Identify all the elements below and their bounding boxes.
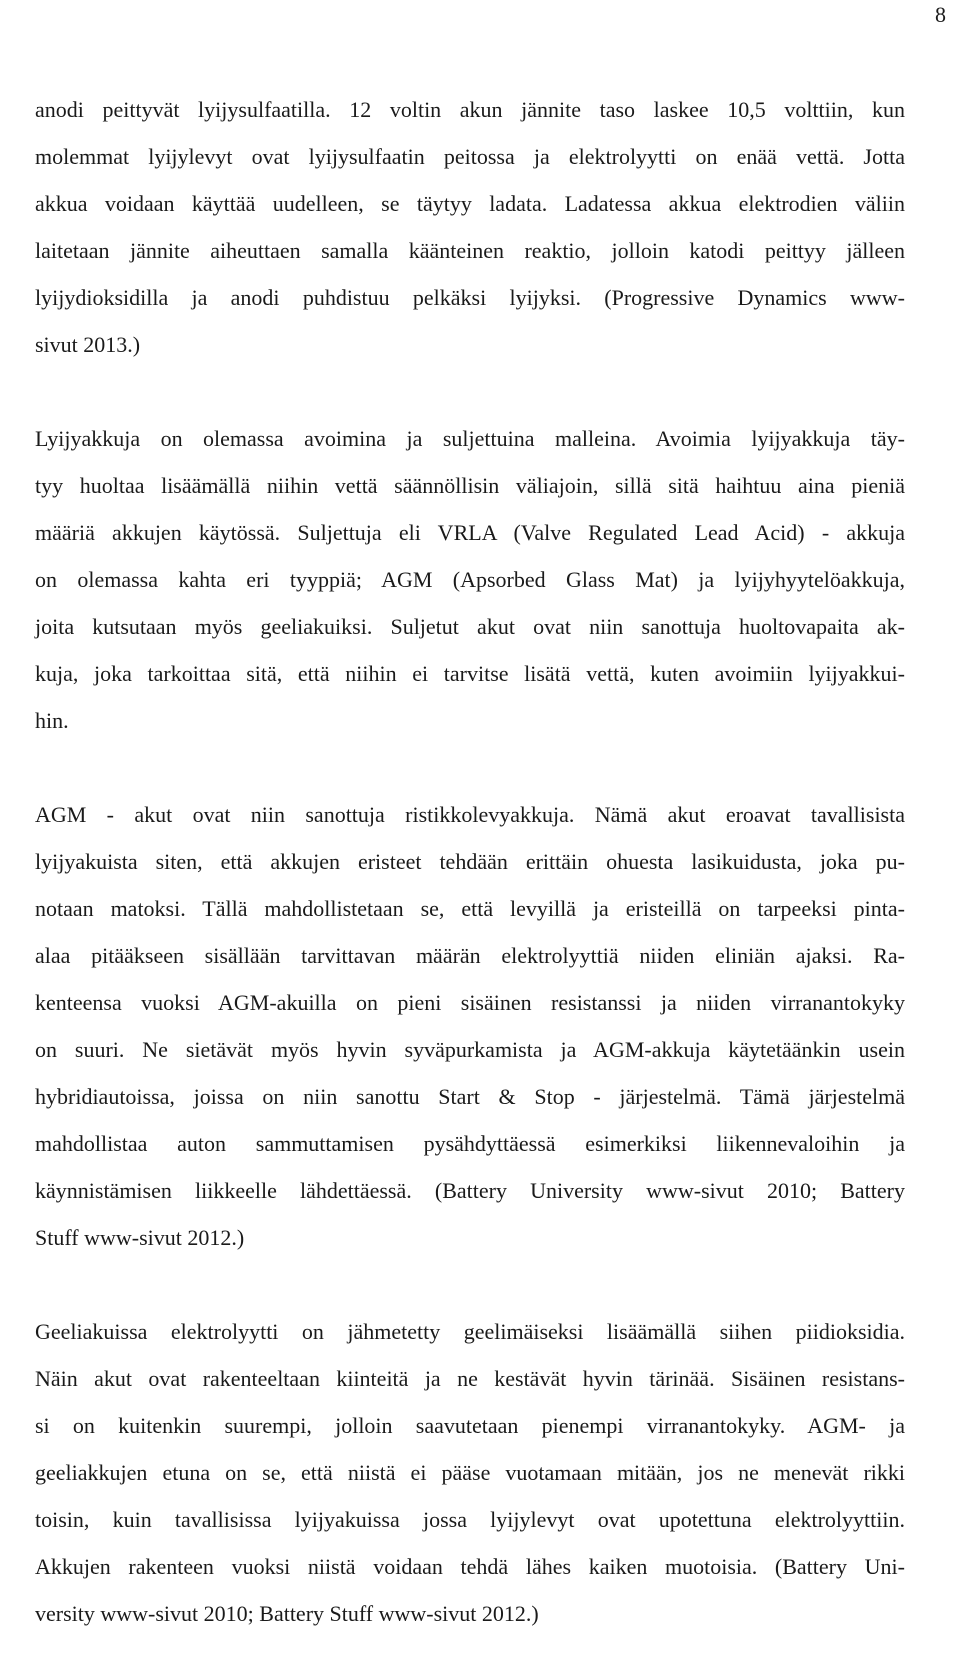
text-line: Lyijyakkuja on olemassa avoimina ja suljettuina malleina. Avoimia lyijyakkuja täy- [35,426,905,451]
text-line: on olemassa kahta eri tyyppiä; AGM (Apsorbed Glass Mat) ja lyijyhyytelöakkuja, [35,567,905,592]
text-line: AGM - akut ovat niin sanottuja ristikkolevyakkuja. Nämä akut eroavat tavallisista [35,802,905,827]
text-line: anodi peittyvät lyijysulfaatilla. 12 voltin akun jännite taso laskee 10,5 volttiin, kun [35,97,905,122]
paragraph-agm-batteries [35,791,905,1261]
paragraph-lead-acid-charging [35,86,905,368]
text-line: molemmat lyijylevyt ovat lyijysulfaatin peitossa ja elektrolyytti on enää vettä. Jotta [35,144,905,169]
text-line: on suuri. Ne sietävät myös hyvin syväpurkamista ja AGM-akkuja käytetäänkin usein [35,1037,905,1062]
page-number: 8 [935,2,946,27]
text-line: Stuff www-sivut 2012.) [35,1225,245,1250]
text-line: kenteensa vuoksi AGM-akuilla on pieni sisäinen resistanssi ja niiden virranantokyky [35,990,905,1015]
text-line: joita kutsutaan myös geeliakuiksi. Suljetut akut ovat niin sanottuja huoltovapaita ak- [35,614,905,639]
text-line: hybridiautoissa, joissa on niin sanottu Start & Stop - järjestelmä. Tämä järjestelmä [35,1084,905,1109]
document-body [35,86,905,1637]
text-line: tyy huoltaa lisäämällä niihin vettä säännöllisin väliajoin, sillä sitä haihtuu aina pieniä [35,473,905,498]
text-line: kuja, joka tarkoittaa sitä, että niihin ei tarvitse lisätä vettä, kuten avoimiin lyijyakkui- [35,661,905,686]
text-line: lyijydioksidilla ja anodi puhdistuu pelkäksi lyijyksi. (Progressive Dynamics www- [35,285,905,310]
text-line: Näin akut ovat rakenteeltaan kiinteitä ja ne kestävät hyvin tärinää. Sisäinen resistans- [35,1366,905,1391]
text-line: laitetaan jännite aiheuttaen samalla käänteinen reaktio, jolloin katodi peittyy jälleen [35,238,905,263]
text-line: mahdollistaa auton sammuttamisen pysähdyttäessä esimerkiksi liikennevaloihin ja [35,1131,905,1156]
text-line: käynnistämisen liikkeelle lähdettäessä. (Battery University www-sivut 2010; Battery [35,1178,905,1203]
text-line: Geeliakuissa elektrolyytti on jähmetetty geelimäiseksi lisäämällä siihen piidioksidia. [35,1319,905,1344]
text-line: notaan matoksi. Tällä mahdollistetaan se, että levyillä ja eristeillä on tarpeeksi pinta- [35,896,905,921]
text-line: alaa pitääkseen sisällään tarvittavan määrän elektrolyyttiä niiden eliniän ajaksi. Ra- [35,943,905,968]
paragraph-gel-batteries [35,1308,905,1637]
text-line: sivut 2013.) [35,332,141,357]
text-line: lyijyakuista siten, että akkujen eristeet tehdään erittäin ohuesta lasikuidusta, joka pu- [35,849,905,874]
paragraph-open-sealed-batteries [35,415,905,744]
text-line: toisin, kuin tavallisissa lyijyakuissa jossa lyijylevyt ovat upotettuna elektrolyyttiin. [35,1507,905,1532]
text-line: hin. [35,708,69,733]
text-line: versity www-sivut 2010; Battery Stuff www-sivut 2012.) [35,1601,539,1626]
text-line: si on kuitenkin suurempi, jolloin saavutetaan pienempi virranantokyky. AGM- ja [35,1413,905,1438]
text-line: geeliakkujen etuna on se, että niistä ei pääse vuotamaan mitään, jos ne menevät rikki [35,1460,905,1485]
text-line: määriä akkujen käytössä. Suljettuja eli VRLA (Valve Regulated Lead Acid) - akkuja [35,520,905,545]
text-line: akkua voidaan käyttää uudelleen, se täytyy ladata. Ladatessa akkua elektrodien väliin [35,191,905,216]
text-line: Akkujen rakenteen vuoksi niistä voidaan tehdä lähes kaiken muotoisia. (Battery Uni- [35,1554,905,1579]
